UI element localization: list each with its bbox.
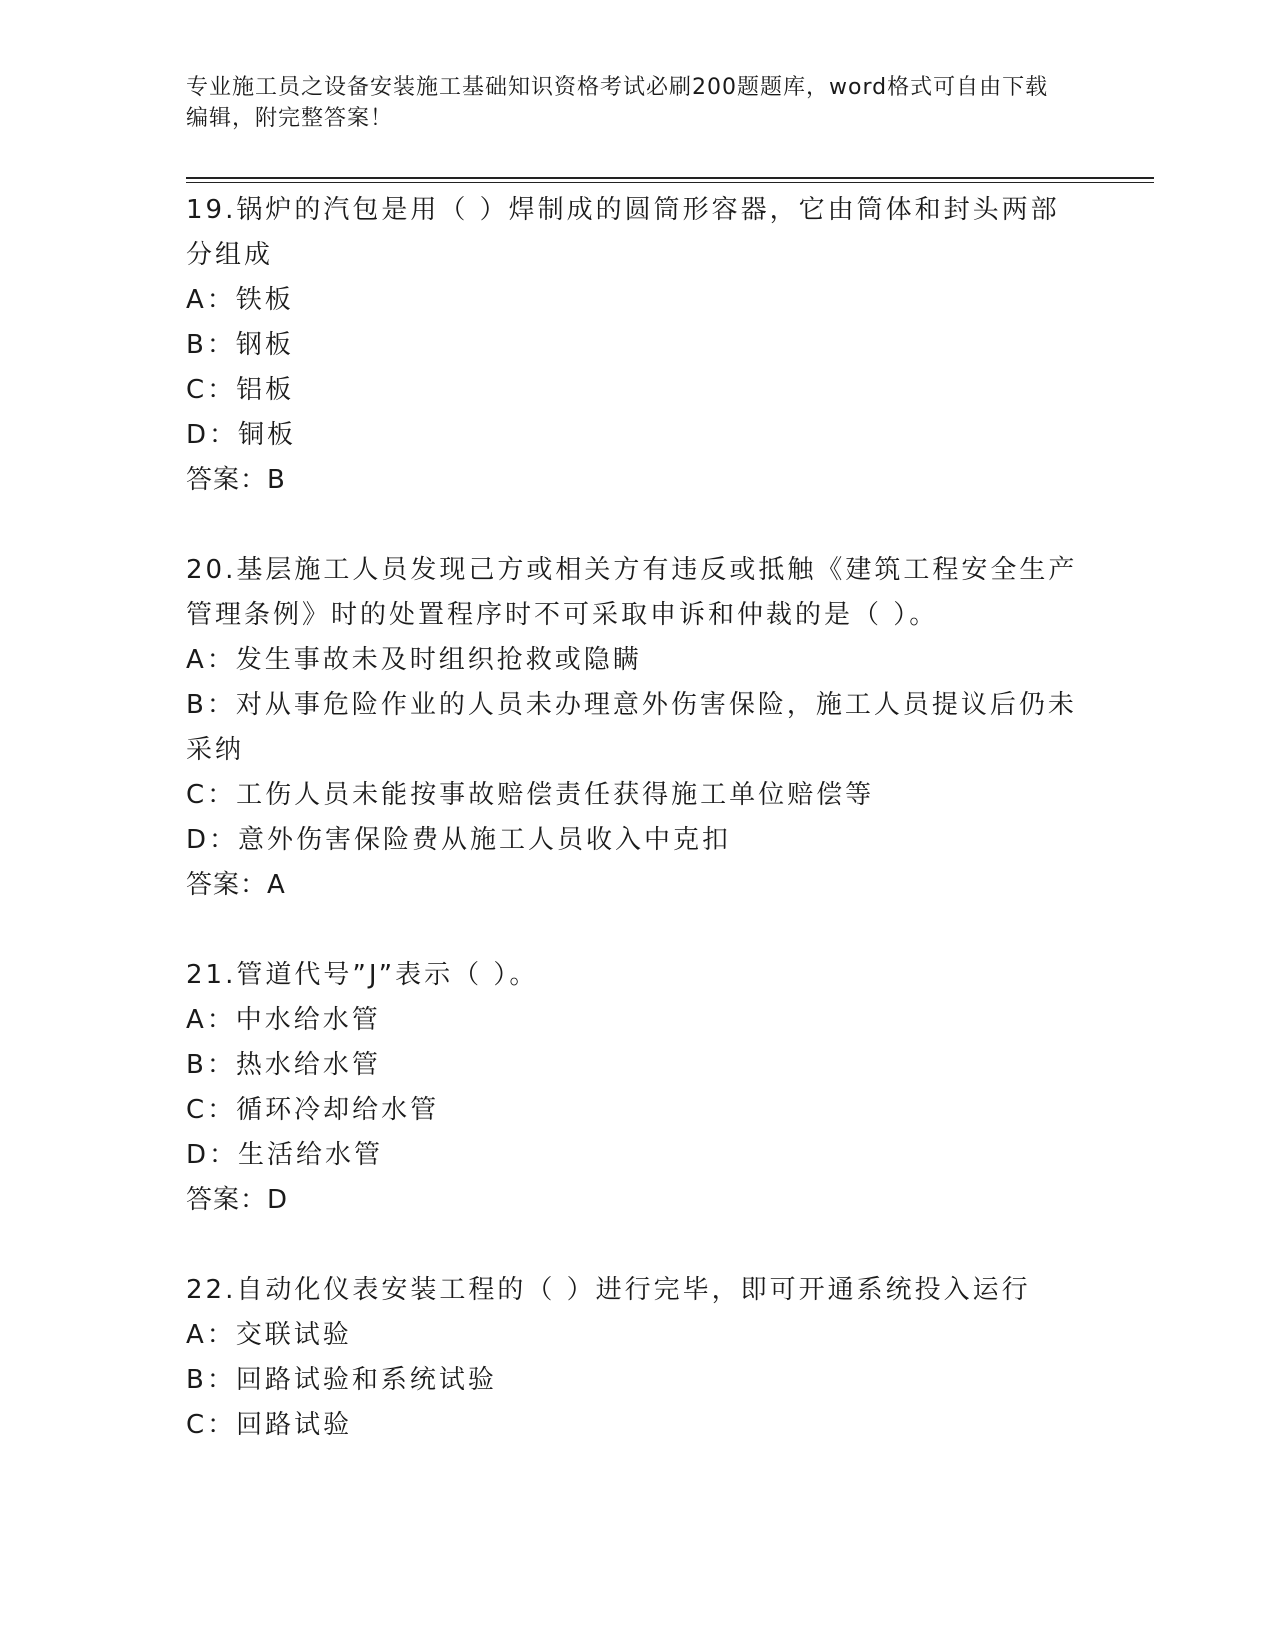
- option-d: D：生活给水管: [186, 1140, 384, 1170]
- answer-value: A: [267, 870, 286, 900]
- option-b: B：钢板: [186, 330, 294, 360]
- header-divider-thin: [186, 182, 1154, 183]
- answer-value: B: [267, 465, 286, 495]
- answer-line: [186, 1178, 1086, 1223]
- option-a: A：交联试验: [186, 1320, 352, 1350]
- option-b: B：回路试验和系统试验: [186, 1365, 497, 1395]
- question-stem: 20.基层施工人员发现己方或相关方有违反或抵触《建筑工程安全生产管理条例》时的处置程序时不可采取申诉和仲裁的是（ ）。: [186, 555, 1078, 630]
- option-a: A：中水给水管: [186, 1005, 381, 1035]
- option-b: B：对从事危险作业的人员未办理意外伤害保险，施工人员提议后仍未采纳: [186, 690, 1077, 765]
- option-b: B：热水给水管: [186, 1050, 381, 1080]
- option-c: C：工伤人员未能按事故赔偿责任获得施工单位赔偿等: [186, 780, 875, 810]
- question-stem: 21.管道代号”J”表示（ ）。: [186, 960, 539, 990]
- question-stem: 22.自动化仪表安装工程的（ ）进行完毕，即可开通系统投入运行: [186, 1275, 1031, 1305]
- answer-value: D: [267, 1185, 289, 1215]
- option-a: A：铁板: [186, 285, 294, 315]
- question-22: [186, 1268, 1086, 1448]
- option-c: C：循环冷却给水管: [186, 1095, 440, 1125]
- answer-label: 答案：: [186, 1185, 268, 1215]
- option-a: A：发生事故未及时组织抢救或隐瞒: [186, 645, 642, 675]
- answer-line: [186, 458, 1086, 503]
- document-header: 专业施工员之设备安装施工基础知识资格考试必刷200题题库，word格式可自由下载编辑，附完整答案！: [186, 75, 1049, 131]
- question-21: [186, 953, 1086, 1223]
- answer-label: 答案：: [186, 465, 268, 495]
- option-c: C：回路试验: [186, 1410, 353, 1440]
- question-20: [186, 548, 1086, 908]
- question-stem: 19.锅炉的汽包是用（ ）焊制成的圆筒形容器，它由筒体和封头两部分组成: [186, 195, 1060, 270]
- option-d: D：意外伤害保险费从施工人员收入中克扣: [186, 825, 732, 855]
- option-d: D：铜板: [186, 420, 297, 450]
- answer-line: [186, 863, 1086, 908]
- option-c: C：铝板: [186, 375, 295, 405]
- answer-label: 答案：: [186, 870, 268, 900]
- question-19: [186, 188, 1086, 503]
- header-divider-thick: [186, 177, 1154, 179]
- question-list: [186, 188, 1086, 1448]
